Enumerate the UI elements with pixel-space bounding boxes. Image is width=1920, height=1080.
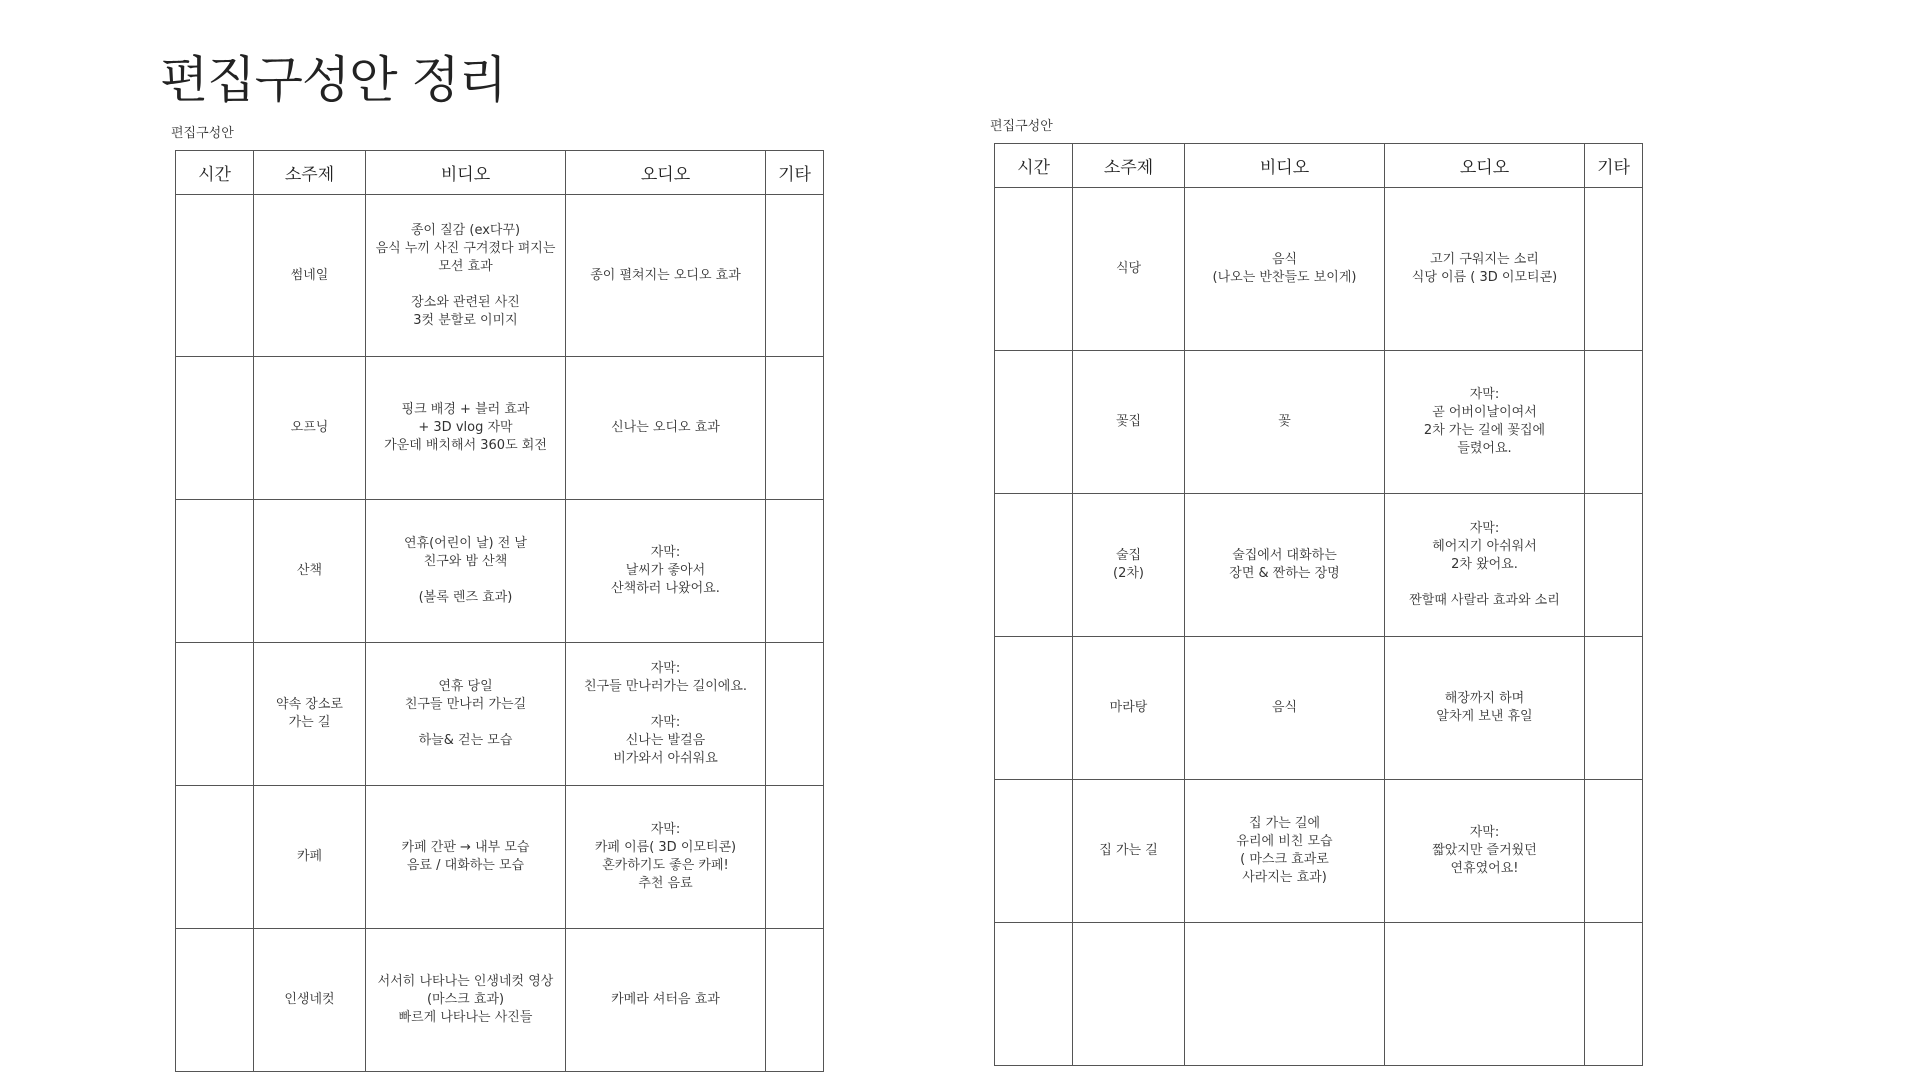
table-row [995,780,1643,923]
cell-video: 종이 질감 (ex다꾸) 음식 누끼 사진 구겨졌다 펴지는 모션 효과 장소와 관련된 사진 3컷 분할로 이미지 [366,195,566,357]
cell-audio: 자막: 카페 이름( 3D 이모티콘) 혼카하기도 좋은 카페! 추천 음료 [566,786,766,929]
left-plan-table [175,150,824,1072]
cell-time [176,929,254,1072]
cell-time [176,643,254,786]
cell-etc [766,500,824,643]
cell-video: 집 가는 길에 유리에 비친 모습 ( 마스크 효과로 사라지는 효과) [1185,780,1385,923]
right-table-caption: 편집구성안 [990,119,1053,134]
header-etc: 기타 [1585,144,1643,188]
table-row [176,500,824,643]
cell-etc [1585,780,1643,923]
cell-video: 핑크 배경 + 블러 효과 + 3D vlog 자막 가운데 배치해서 360도 회전 [366,357,566,500]
cell-topic: 카페 [254,786,366,929]
table-row [995,494,1643,637]
cell-audio: 해장까지 하며 알차게 보낸 휴일 [1385,637,1585,780]
header-time: 시간 [176,151,254,195]
table-row [176,195,824,357]
cell-video: 꽃 [1185,351,1385,494]
cell-topic: 산책 [254,500,366,643]
header-time: 시간 [995,144,1073,188]
cell-video [1185,923,1385,1066]
cell-topic: 인생네컷 [254,929,366,1072]
cell-topic: 오프닝 [254,357,366,500]
cell-time [995,780,1073,923]
cell-time [995,637,1073,780]
cell-time [995,923,1073,1066]
cell-video: 연휴(어린이 날) 전 날 친구와 밤 산책 (볼록 렌즈 효과) [366,500,566,643]
cell-topic: 꽃집 [1073,351,1185,494]
cell-time [995,494,1073,637]
cell-time [995,188,1073,351]
cell-time [176,195,254,357]
cell-video: 술집에서 대화하는 장면 & 짠하는 장명 [1185,494,1385,637]
cell-etc [1585,637,1643,780]
cell-etc [766,929,824,1072]
table-row [176,786,824,929]
table-row [995,188,1643,351]
header-topic: 소주제 [254,151,366,195]
cell-etc [766,195,824,357]
cell-topic: 썸네일 [254,195,366,357]
cell-topic: 식당 [1073,188,1185,351]
cell-video: 서서히 나타나는 인생네컷 영상 (마스크 효과) 빠르게 나타나는 사진들 [366,929,566,1072]
cell-audio: 자막: 짧았지만 즐거웠던 연휴였어요! [1385,780,1585,923]
cell-audio: 자막: 곧 어버이날이여서 2차 가는 길에 꽃집에 들렸어요. [1385,351,1585,494]
table-header-row [995,144,1643,188]
table-header-row [176,151,824,195]
cell-etc [1585,188,1643,351]
right-plan-table [994,143,1643,1066]
page-title: 편집구성안 정리 [160,51,506,109]
cell-time [176,500,254,643]
cell-audio: 종이 펼쳐지는 오디오 효과 [566,195,766,357]
table-row [995,923,1643,1066]
table-row [176,929,824,1072]
header-audio: 오디오 [566,151,766,195]
cell-audio: 자막: 날씨가 좋아서 산책하러 나왔어요. [566,500,766,643]
cell-topic [1073,923,1185,1066]
cell-audio: 자막: 친구들 만나러가는 길이에요. 자막: 신나는 발걸음 비가와서 아쉬워요 [566,643,766,786]
left-table-caption: 편집구성안 [171,126,234,141]
cell-audio: 카메라 셔터음 효과 [566,929,766,1072]
cell-video: 연휴 당일 친구들 만나러 가는길 하늘& 걷는 모습 [366,643,566,786]
cell-time [176,357,254,500]
cell-etc [766,786,824,929]
cell-audio: 신나는 오디오 효과 [566,357,766,500]
table-row [995,351,1643,494]
table-row [176,643,824,786]
header-audio: 오디오 [1385,144,1585,188]
cell-video: 음식 [1185,637,1385,780]
cell-video: 카페 간판 → 내부 모습 음료 / 대화하는 모습 [366,786,566,929]
cell-topic: 술집 (2차) [1073,494,1185,637]
header-etc: 기타 [766,151,824,195]
cell-time [176,786,254,929]
cell-audio: 고기 구워지는 소리 식당 이름 ( 3D 이모티콘) [1385,188,1585,351]
cell-etc [1585,351,1643,494]
header-topic: 소주제 [1073,144,1185,188]
cell-topic: 약속 장소로 가는 길 [254,643,366,786]
cell-topic: 마라탕 [1073,637,1185,780]
cell-etc [1585,923,1643,1066]
table-row [176,357,824,500]
cell-audio: 자막: 헤어지기 아쉬워서 2차 왔어요. 짠할때 사랄라 효과와 소리 [1385,494,1585,637]
cell-time [995,351,1073,494]
cell-video: 음식 (나오는 반찬들도 보이게) [1185,188,1385,351]
cell-etc [766,357,824,500]
cell-audio [1385,923,1585,1066]
cell-etc [766,643,824,786]
header-video: 비디오 [1185,144,1385,188]
cell-etc [1585,494,1643,637]
header-video: 비디오 [366,151,566,195]
table-row [995,637,1643,780]
cell-topic: 집 가는 길 [1073,780,1185,923]
